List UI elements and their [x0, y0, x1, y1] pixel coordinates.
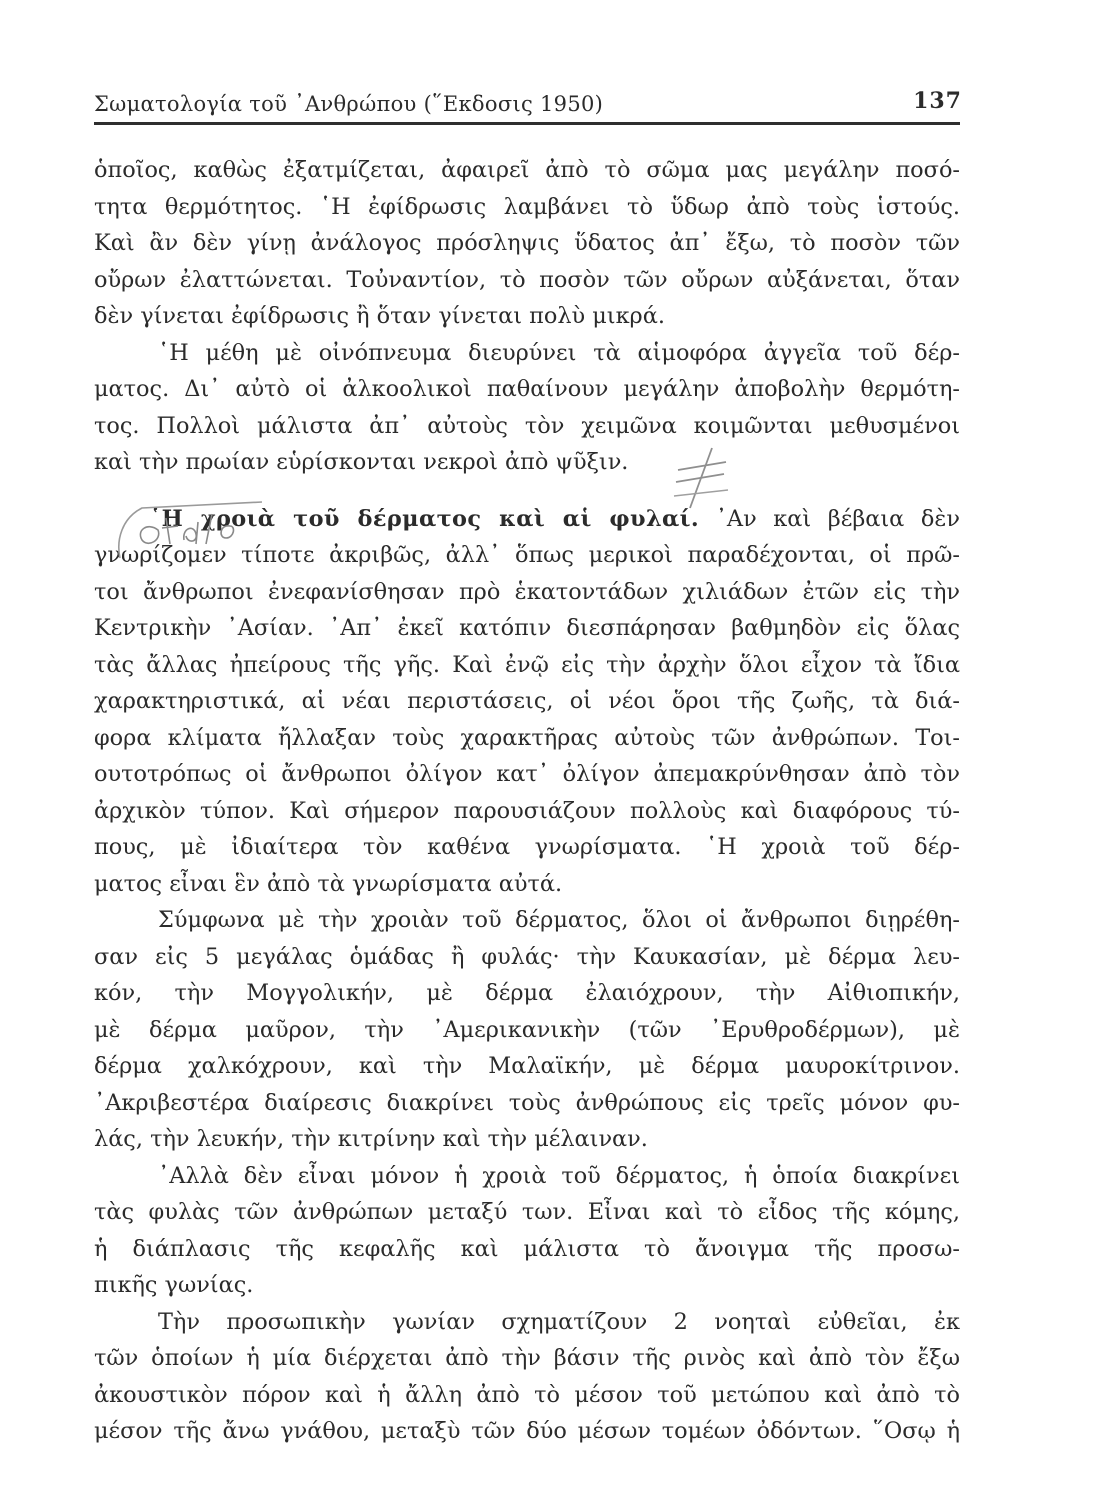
text-line: σαν εἰς 5 μεγάλας ὁμάδας ἢ φυλάς· τὴν Καυκασίαν, μὲ δέρμα λευ-	[94, 943, 960, 970]
text-line: Σύμφωνα μὲ τὴν χροιὰν τοῦ δέρματος, ὅλοι οἱ ἄνθρωποι διῃρέθη-	[158, 907, 960, 933]
text-line: ῾Η μέθη μὲ οἰνόπνευμα διευρύνει τὰ αἱμοφόρα ἀγγεῖα τοῦ δέρ-	[158, 339, 960, 366]
text-line: τῶν ὁποίων ἡ μία διέρχεται ἀπὸ τὴν βάσιν τῆς ρινὸς καὶ ἀπὸ τὸν ἔξω	[94, 1345, 960, 1371]
paragraph-sweat	[94, 152, 960, 335]
page-number: 137	[913, 88, 962, 114]
text-line: ἀρχικὸν τύπον. Καὶ σήμερον παρουσιάζουν πολλοὺς καὶ διαφόρους τύ-	[94, 797, 960, 824]
text-line: καὶ τὴν πρωίαν εὑρίσκονται νεκροὶ ἀπὸ ψῦξιν.	[94, 449, 629, 475]
heading-run-in-text: ᾿Αν καὶ βέβαια δὲν	[715, 505, 960, 532]
running-header	[94, 88, 962, 124]
text-line: δὲν γίνεται ἐφίδρωσις ἢ ὅταν γίνεται πολὺ μικρά.	[94, 303, 665, 329]
running-title: Σωματολογία τοῦ ᾿Ανθρώπου (῞Εκδοσις 1950)	[94, 92, 604, 116]
text-line: γνωρίζομεν τίποτε ἀκριβῶς, ἀλλ᾿ ὅπως μερικοὶ παραδέχονται, οἱ πρῶ-	[94, 542, 960, 568]
text-line: Κεντρικὴν ᾿Ασίαν. ᾿Απ᾿ ἐκεῖ κατόπιν διεσπάρησαν βαθμηδὸν εἰς ὅλας	[94, 615, 960, 641]
text-line: ὁποῖος, καθὼς ἐξατμίζεται, ἀφαιρεῖ ἀπὸ τὸ σῶμα μας μεγάλην ποσό-	[94, 157, 960, 183]
text-line: ᾿Αλλὰ δὲν εἶναι μόνον ἡ χροιὰ τοῦ δέρματος, ἡ ὁποία διακρίνει	[158, 1162, 960, 1189]
section-heading-line	[94, 501, 960, 538]
pencil-cross-mark-icon	[672, 444, 732, 514]
text-line: πους, μὲ ἰδιαίτερα τὸν καθένα γνωρίσματα. ῾Η χροιὰ τοῦ δέρ-	[94, 834, 960, 860]
text-line: τος. Πολλοὶ μάλιστα ἀπ᾿ αὐτοὺς τὸν χειμῶνα κοιμῶνται μεθυσμένοι	[94, 412, 960, 439]
text-line: χαρακτηριστικά, αἱ νέαι περιστάσεις, οἱ νέοι ὅροι τῆς ζωῆς, τὰ διά-	[94, 688, 960, 714]
paragraph-races	[94, 902, 960, 1158]
text-line: λάς, τὴν λευκήν, τὴν κιτρίνην καὶ τὴν μέλαιναν.	[94, 1126, 648, 1152]
text-line: τὰς φυλὰς τῶν ἀνθρώπων μεταξύ των. Εἶναι καὶ τὸ εἶδος τῆς κόμης,	[94, 1199, 960, 1225]
text-line: μὲ δέρμα μαῦρον, τὴν ᾿Αμερικανικὴν (τῶν ᾿Ερυθροδέρμων), μὲ	[94, 1016, 960, 1043]
header-rule	[94, 122, 960, 125]
paragraph-facial-angle	[94, 1304, 960, 1450]
text-line: ματος εἶναι ἓν ἀπὸ τὰ γνωρίσματα αὐτά.	[94, 870, 563, 897]
text-line: πικῆς γωνίας.	[94, 1272, 254, 1298]
text-line: τὰς ἄλλας ἠπείρους τῆς γῆς. Καὶ ἐνῷ εἰς τὴν ἀρχὴν ὅλοι εἶχον τὰ ἴδια	[94, 651, 960, 678]
text-line: ἡ διάπλασις τῆς κεφαλῆς καὶ μάλιστα τὸ ἄνοιγμα τῆς προσω-	[94, 1235, 960, 1262]
text-line: ματος. Δι᾿ αὐτὸ οἱ ἀλκοολικοὶ παθαίνουν μεγάλην ἀποβολὴν θερμότη-	[94, 376, 960, 402]
paragraph-alcohol	[94, 335, 960, 481]
text-line: δέρμα χαλκόχρουν, καὶ τὴν Μαλαϊκήν, μὲ δέρμα μαυροκίτρινον.	[94, 1053, 960, 1079]
text-line: Καὶ ἂν δὲν γίνῃ ἀνάλογος πρόσληψις ὕδατος ἀπ᾿ ἔξω, τὸ ποσὸν τῶν	[94, 230, 960, 256]
text-line: ουτοτρόπως οἱ ἄνθρωποι ὀλίγον κατ᾿ ὀλίγον ἀπεμακρύνθησαν ἀπὸ τὸν	[94, 761, 960, 787]
section-heading: ῾Η χροιὰ τοῦ δέρματος καὶ αἱ φυλαί.	[150, 505, 700, 532]
paragraph-features	[94, 1158, 960, 1304]
text-line: Τὴν προσωπικὴν γωνίαν σχηματίζουν 2 νοηταὶ εὐθεῖαι, ἐκ	[158, 1308, 960, 1335]
text-line: οὔρων ἐλαττώνεται. Τοὐναντίον, τὸ ποσὸν τῶν οὔρων αὐξάνεται, ὅταν	[94, 266, 960, 293]
text-line: τητα θερμότητος. ῾Η ἐφίδρωσις λαμβάνει τὸ ὕδωρ ἀπὸ τοὺς ἱστούς.	[94, 193, 960, 220]
body-text	[94, 152, 960, 1450]
text-line: ᾿Ακριβεστέρα διαίρεσις διακρίνει τοὺς ἀνθρώπους εἰς τρεῖς μόνον φυ-	[94, 1089, 960, 1116]
text-line: φορα κλίματα ἤλλαξαν τοὺς χαρακτῆρας αὐτοὺς τῶν ἀνθρώπων. Τοι-	[94, 724, 960, 751]
text-line: μέσον τῆς ἄνω γνάθου, μεταξὺ τῶν δύο μέσων τομέων ὀδόντων. ῞Οσῳ ἡ	[94, 1418, 960, 1444]
paragraph-skin-color	[94, 501, 960, 903]
text-line: ἀκουστικὸν πόρον καὶ ἡ ἄλλη ἀπὸ τὸ μέσον τοῦ μετώπου καὶ ἀπὸ τὸ	[94, 1381, 960, 1408]
text-line: τοι ἄνθρωποι ἐνεφανίσθησαν πρὸ ἑκατοντάδων χιλιάδων ἐτῶν εἰς τὴν	[94, 578, 960, 605]
text-line: κόν, τὴν Μογγολικήν, μὲ δέρμα ἐλαιόχρουν, τὴν Αἰθιοπικήν,	[94, 980, 960, 1006]
